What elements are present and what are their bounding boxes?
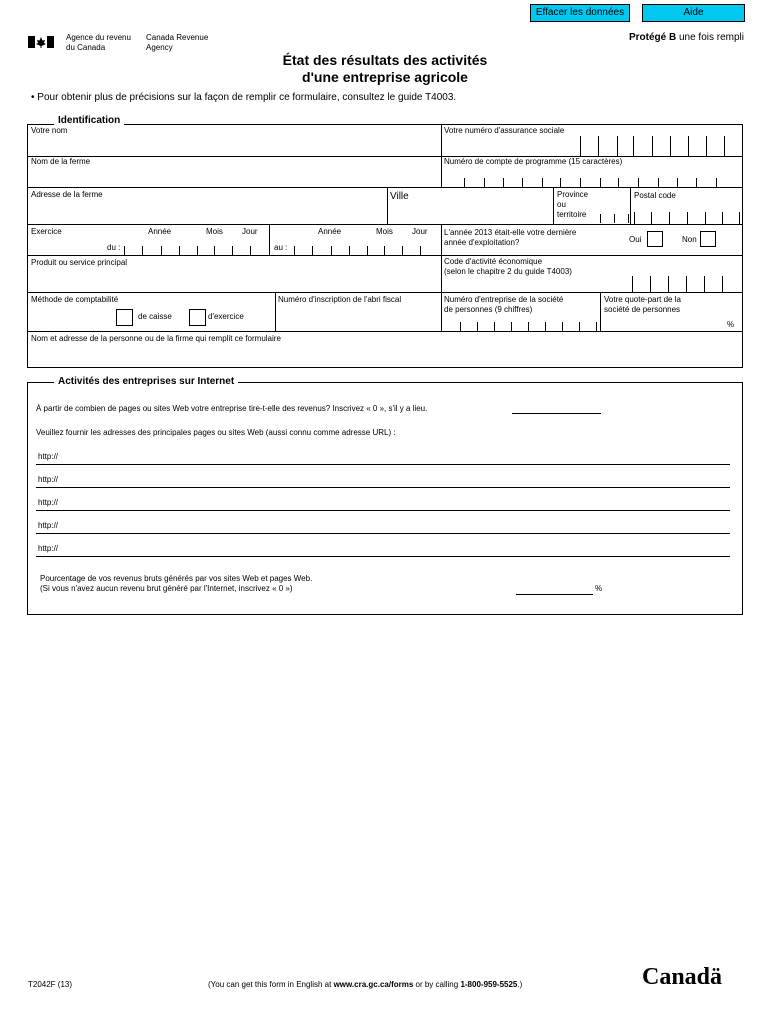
pages-question: À partir de combien de pages ou sites Web votre entreprise tire-t-elle des revenus? Inscrivez « 0 », s'il y a lieu. bbox=[36, 404, 428, 413]
to-year-label: Année bbox=[318, 227, 342, 236]
canada-flag-icon bbox=[28, 35, 54, 47]
pages-count-field[interactable] bbox=[512, 413, 601, 414]
to-day-label: Jour bbox=[412, 227, 428, 236]
clear-data-button[interactable]: Effacer les données bbox=[530, 4, 630, 22]
url-field[interactable] bbox=[36, 464, 730, 465]
no-checkbox[interactable] bbox=[700, 231, 716, 247]
help-button[interactable]: Aide bbox=[642, 4, 745, 22]
to-month-label: Mois bbox=[376, 227, 393, 236]
fiscal-period-label: Exercice bbox=[31, 227, 62, 236]
protected-status: Protégé B une fois rempli bbox=[628, 32, 744, 43]
guide-note: • Pour obtenir plus de précisions sur la façon de remplir ce formulaire, consultez le guide T4003. bbox=[31, 92, 457, 103]
internet-percent-field[interactable] bbox=[516, 594, 593, 595]
preparer-label: Nom et adresse de la personne ou de la firme qui remplit ce formulaire bbox=[31, 334, 281, 343]
farm-name-field[interactable] bbox=[28, 168, 440, 186]
from-label: du : bbox=[107, 243, 121, 252]
from-day-label: Jour bbox=[242, 227, 258, 236]
url-field[interactable] bbox=[36, 487, 730, 488]
city-field[interactable] bbox=[390, 204, 552, 223]
activity-code-label: Code d'activité économique (selon le chapitre 2 du guide T4003) bbox=[444, 257, 572, 276]
url-field[interactable] bbox=[36, 510, 730, 511]
preparer-field[interactable] bbox=[28, 345, 740, 365]
accrual-checkbox[interactable] bbox=[189, 309, 206, 326]
fiscal-from-field[interactable] bbox=[124, 246, 268, 255]
activity-code-field[interactable] bbox=[632, 276, 740, 292]
from-month-label: Mois bbox=[206, 227, 223, 236]
program-account-label: Numéro de compte de programme (15 caractères) bbox=[444, 157, 623, 166]
sin-label: Votre numéro d'assurance sociale bbox=[444, 126, 565, 135]
main-product-label: Produit ou service principal bbox=[31, 258, 128, 267]
url-field[interactable] bbox=[36, 556, 730, 557]
cash-checkbox[interactable] bbox=[116, 309, 133, 326]
dept-name-fr: Agence du revenu du Canada bbox=[66, 33, 131, 52]
page-title: État des résultats des activités d'une entreprise agricole bbox=[282, 52, 488, 85]
province-label: Province ou territoire bbox=[557, 190, 589, 219]
sin-field[interactable] bbox=[580, 136, 738, 156]
url-label: http:// bbox=[38, 544, 59, 553]
your-name-label: Votre nom bbox=[31, 126, 68, 135]
url-label: http:// bbox=[38, 475, 59, 484]
url-field[interactable] bbox=[36, 533, 730, 534]
province-field[interactable] bbox=[600, 200, 629, 223]
form-id: T2042F (13) bbox=[28, 980, 73, 989]
cash-label: de caisse bbox=[138, 312, 172, 321]
last-year-question: L'année 2013 était-elle votre dernière année d'exploitation? bbox=[444, 228, 577, 247]
postal-code-label: Postal code bbox=[634, 191, 676, 200]
farm-name-label: Nom de la ferme bbox=[31, 157, 91, 166]
from-year-label: Année bbox=[148, 227, 172, 236]
url-label: http:// bbox=[38, 521, 59, 530]
city-label: Ville bbox=[390, 191, 409, 202]
urls-prompt: Veuillez fournir les adresses des principales pages ou sites Web (aussi connu comme adresse URL) : bbox=[36, 428, 396, 437]
fiscal-to-field[interactable] bbox=[294, 246, 440, 255]
partnership-share-label: Votre quote-part de la société de personnes bbox=[604, 295, 681, 314]
accrual-label: d'exercice bbox=[208, 312, 244, 321]
share-percent-sign: % bbox=[727, 320, 735, 329]
tax-shelter-label: Numéro d'inscription de l'abri fiscal bbox=[278, 295, 402, 304]
partnership-bn-field[interactable] bbox=[460, 322, 598, 331]
url-label: http:// bbox=[38, 452, 59, 461]
your-name-field[interactable] bbox=[28, 137, 440, 155]
yes-label: Oui bbox=[629, 235, 642, 244]
url-label: http:// bbox=[38, 498, 59, 507]
to-label: au : bbox=[274, 243, 288, 252]
yes-checkbox[interactable] bbox=[647, 231, 663, 247]
program-account-field[interactable] bbox=[464, 178, 740, 187]
identification-legend: Identification bbox=[54, 115, 124, 126]
internet-percent-sign: % bbox=[595, 584, 603, 593]
internet-legend: Activités des entreprises sur Internet bbox=[54, 376, 238, 387]
canada-wordmark: Canadä bbox=[642, 964, 723, 990]
main-product-field[interactable] bbox=[28, 270, 440, 291]
farm-address-field[interactable] bbox=[28, 201, 386, 223]
internet-percent-question: Pourcentage de vos revenus bruts générés par vos sites Web et pages Web. (Si vous n'avez aucun revenu brut généré par l'Internet, inscrivez « 0 ») bbox=[40, 574, 313, 593]
accounting-method-label: Méthode de comptabilité bbox=[31, 295, 119, 304]
english-version-note: (You can get this form in English at www.cra.gc.ca/forms or by calling 1-800-959-5525.) bbox=[208, 980, 523, 989]
partnership-bn-label: Numéro d'entreprise de la société de personnes (9 chiffres) bbox=[444, 295, 564, 314]
no-label: Non bbox=[682, 235, 697, 244]
dept-name-en: Canada Revenue Agency bbox=[146, 33, 209, 52]
farm-address-label: Adresse de la ferme bbox=[31, 190, 103, 199]
postal-code-field[interactable] bbox=[634, 212, 740, 224]
tax-shelter-field[interactable] bbox=[276, 306, 440, 330]
forms-link[interactable]: www.cra.gc.ca/forms bbox=[333, 980, 414, 989]
